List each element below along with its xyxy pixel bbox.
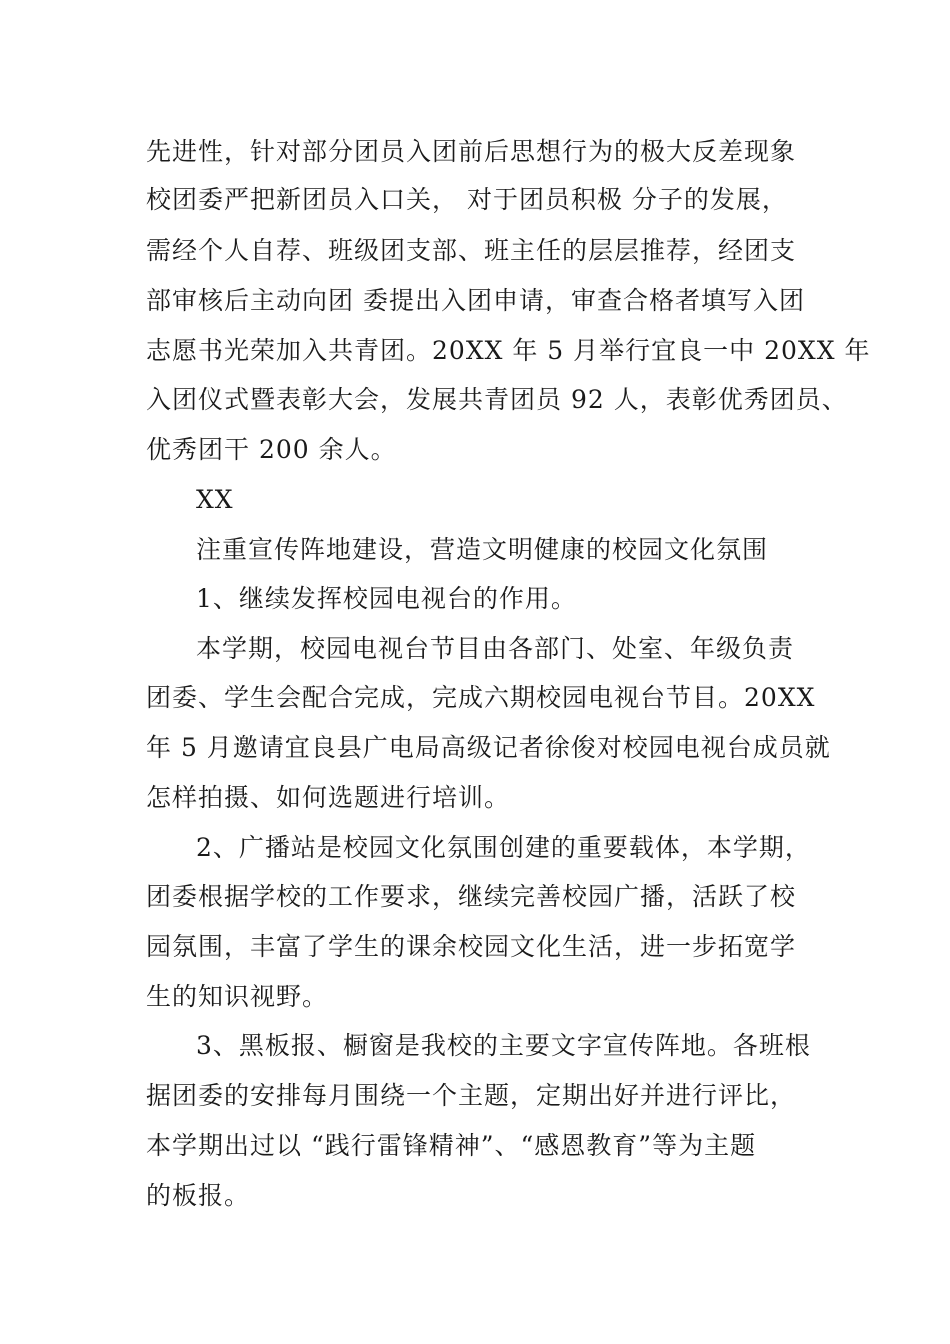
text-line: 2、广播站是校园文化氛围创建的重要载体，本学期， (196, 833, 811, 862)
text-line: 3、黑板报、橱窗是我校的主要文字宣传阵地。各班根 (196, 1031, 811, 1060)
text-line: 据团委的安排每月围绕一个主题，定期出好并进行评比， (146, 1081, 797, 1110)
text-line: 园氛围，丰富了学生的课余校园文化生活，进一步拓宽学 (146, 932, 797, 961)
text-line: 部审核后主动向团 委提出入团申请，审查合格者填写入团 (146, 286, 805, 315)
subsection-heading: 1、继续发挥校园电视台的作用。 (196, 584, 577, 613)
text-line: 团委、学生会配合完成，完成六期校园电视台节目。20XX (146, 683, 816, 712)
text-line: 入团仪式暨表彰大会，发展共青团员 92 人，表彰优秀团员、 (146, 385, 848, 414)
text-line: 志愿书光荣加入共青团。20XX 年 5 月举行宜良一中 20XX 年 (146, 336, 871, 365)
text-line: 团委根据学校的工作要求，继续完善校园广播，活跃了校 (146, 882, 797, 911)
text-line: 校团委严把新团员入口关， 对于团员积极 分子的发展， (146, 185, 788, 214)
text-line: 优秀团干 200 余人。 (146, 435, 397, 464)
text-line: 先进性，针对部分团员入团前后思想行为的极大反差现象 (146, 137, 797, 166)
text-line: 生的知识视野。 (146, 982, 329, 1011)
text-line: 怎样拍摄、如何选题进行培训。 (146, 783, 511, 812)
text-line: 本学期，校园电视台节目由各部门、处室、年级负责 (196, 634, 795, 663)
text-line: 的板报。 (146, 1181, 251, 1210)
text-line: 本学期出过以 “践行雷锋精神”、“感恩教育”等为主题 (146, 1131, 757, 1160)
text-line: XX (196, 485, 234, 514)
section-heading: 注重宣传阵地建设，营造文明健康的校园文化氛围 (196, 535, 769, 564)
text-line: 年 5 月邀请宜良县广电局高级记者徐俊对校园电视台成员就 (146, 733, 831, 762)
text-line: 需经个人自荐、班级团支部、班主任的层层推荐，经团支 (146, 236, 797, 265)
